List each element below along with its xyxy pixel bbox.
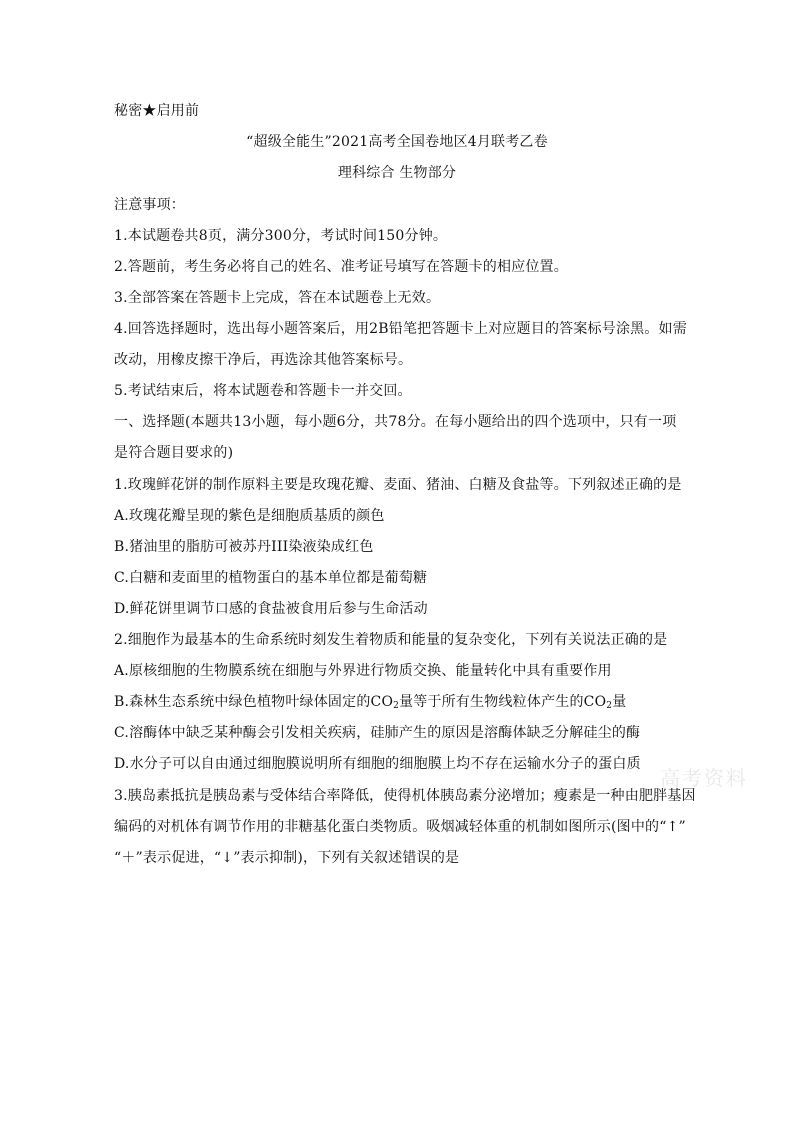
q2-option-b-pre: B.森林生态系统中绿色植物叶绿体固定的CO bbox=[114, 694, 394, 710]
q2-stem: 2.细胞作为最基本的生命系统时刻发生着物质和能量的复杂变化，下列有关说法正确的是 bbox=[114, 632, 668, 648]
q1-stem: 1.玫瑰鲜花饼的制作原料主要是玫瑰花瓣、麦面、猪油、白糖及食盐等。下列叙述正确的是 bbox=[114, 477, 682, 493]
q1-option-b: B.猪油里的脂肪可被苏丹III染液染成红色 bbox=[114, 539, 374, 555]
section-heading-cont: 是符合题目要求的) bbox=[114, 445, 234, 461]
watermark: 高考资料 bbox=[660, 766, 748, 790]
exam-title: “超级全能生”2021高考全国卷地区4月联考乙卷 bbox=[246, 134, 548, 150]
note-item-4-cont: 改动，用橡皮擦干净后，再选涂其他答案标号。 bbox=[114, 352, 413, 368]
q2-option-b bbox=[114, 692, 626, 716]
q1-option-d: D.鲜花饼里调节口感的食盐被食用后参与生命活动 bbox=[114, 601, 428, 617]
q2-option-a: A.原核细胞的生物膜系统在细胞与外界进行物质交换、能量转化中具有重要作用 bbox=[114, 663, 612, 679]
q3-stem-line-2: 编码的对机体有调节作用的非糖基化蛋白类物质。吸烟减轻体重的机制如图所示(图中的“↑” bbox=[114, 819, 686, 835]
q1-option-c: C.白糖和麦面里的植物蛋白的基本单位都是葡萄糖 bbox=[114, 570, 428, 586]
q2-option-b-post: 量 bbox=[612, 694, 627, 710]
note-item-3: 3.全部答案在答题卡上完成，答在本试题卷上无效。 bbox=[114, 290, 441, 306]
q3-stem-line-3: “＋”表示促进，“↓”表示抑制)，下列有关叙述错误的是 bbox=[114, 850, 460, 866]
note-item-4: 4.回答选择题时，选出每小题答案后，用2B铅笔把答题卡上对应题目的答案标号涂黑。如需 bbox=[114, 321, 687, 337]
q3-stem-line-1: 3.胰岛素抵抗是胰岛素与受体结合率降低，使得机体胰岛素分泌增加；瘦素是一种由肥胖基因 bbox=[114, 788, 696, 804]
secret-label: 秘密★启用前 bbox=[114, 103, 200, 119]
exam-subtitle: 理科综合 生物部分 bbox=[337, 165, 457, 181]
note-item-1: 1.本试题卷共8页，满分300分，考试时间150分钟。 bbox=[114, 228, 448, 244]
q1-option-a: A.玫瑰花瓣呈现的紫色是细胞质基质的颜色 bbox=[114, 508, 385, 524]
q2-option-b-mid: 量等于所有生物线粒体产生的CO bbox=[399, 694, 607, 710]
q2-option-c: C.溶酶体中缺乏某种酶会引发相关疾病，硅肺产生的原因是溶酶体缺乏分解硅尘的酶 bbox=[114, 725, 641, 741]
q2-option-b-sub2: 2 bbox=[606, 701, 613, 711]
note-item-5: 5.考试结束后，将本试题卷和答题卡一并交回。 bbox=[114, 383, 412, 399]
q2-option-b-sub1: 2 bbox=[393, 701, 400, 711]
q2-option-d: D.水分子可以自由通过细胞膜说明所有细胞的细胞膜上均不存在运输水分子的蛋白质 bbox=[114, 756, 641, 772]
section-heading: 一、选择题(本题共13小题，每小题6分，共78分。在每小题给出的四个选项中，只有一项 bbox=[114, 414, 677, 430]
notes-heading: 注意事项： bbox=[114, 197, 185, 213]
note-item-2: 2.答题前，考生务必将自己的姓名、准考证号填写在答题卡的相应位置。 bbox=[114, 259, 568, 275]
